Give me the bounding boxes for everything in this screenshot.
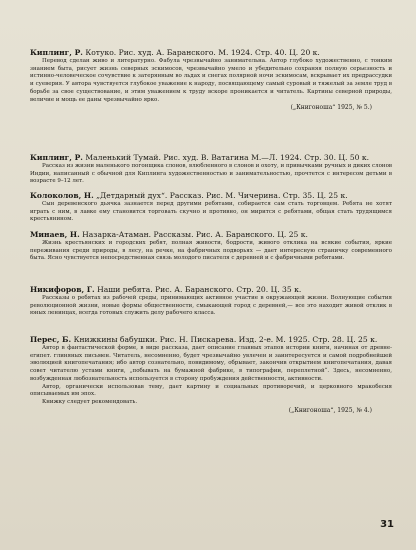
entry-meta: Котуко. Рис. худ. А. Баранского. М. 1924. Стр. 40. Ц. 20 к. bbox=[85, 48, 320, 57]
entry-minaev bbox=[30, 229, 392, 263]
entry-heading bbox=[30, 190, 392, 201]
entry-kipling-kotuko bbox=[30, 47, 392, 112]
entry-meta: „Детдарный дух“. Рассказ. Рис. М. Чичерина. Стр. 35. Ц. 25 к. bbox=[96, 191, 348, 200]
entry-review: Жизнь крестьянских и городских ребят, полная живости, бодрости, живого отклика на всякие события, яркие переживания среди природы, в лесу, на речке, на фабричных подворьях — дает интересную страничку современного быта. Ясно чувствуется непосредственная связь молодого писателя с деревней и с фабричными ребятами. bbox=[30, 240, 392, 262]
entry-review: Перевод сделан живо и литературно. Фабула чрезвычайно занимательна. Автор глубоко художественно, с тонким знанием быта, рисует жизнь северных эскимосов, чрезвычайно умело и убедительно сохраняя полную серьезность и истинно-человеческое сочувствие к затерянным во льдах и снегах полярной ночи эскимосам, вскрывает их предрассудки и суеверия. У автора чувствуется глубокое уважение к народу, посвящающему самый суровый и тяжелый за земле труд в борьбе за свое существование, и этим уважением к труду вскоре проникается и читатель. Картины северной природы, величие и мощь ее даны чрезвычайно ярко. bbox=[30, 58, 392, 103]
entry-meta: Наши ребята. Рис. А. Баранского. Стр. 20. Ц. 35 к. bbox=[97, 285, 302, 294]
entry-review: Рассказы о ребятах из рабочей среды, принимающих активное участие в окружающей жизни. Волнующие события революционной жизни, новые формы общественности, смыкающей город с деревней,— все это находит живой отклик в юных ленинцах, всегда готовых служить делу рабочего класса. bbox=[30, 295, 392, 317]
page-number: 31 bbox=[380, 519, 394, 530]
entry-author: Никифоров, Г. bbox=[30, 285, 95, 294]
entry-author: Киплинг, Р. bbox=[30, 48, 83, 57]
entry-heading bbox=[30, 334, 392, 345]
entry-author: Киплинг, Р. bbox=[30, 153, 83, 162]
entry-review: Автор в фантастической форме, в виде рассказа, дает описание главных этапов истории книги, начиная от древне-египет. глиняных письмен. Читатель, несомненно, будет чрезвычайно увлечен и заинтересуется и самой подробнейшей эволюцией книгопечатания; ибо автор сознательно, повидимому, обрывает, закончив открытием книгопечатания, давая совет читателю устами книги, „побывать на бумажной фабрике, в типографии, переплетной“. Здесь, несомненно, возбужденная любознательность используется в сторону пробуждения действенности, активности. bbox=[30, 345, 392, 382]
entry-review: Сын деревенского дьячка зазнается перед другими ребятами, собирается сам стать торговцем. Ребята не хотят играть с ним, в лавке ему становится торговать скучно и противно, он мирится с ребятами, общая стать трудящимся крестьянином. bbox=[30, 201, 392, 223]
entry-review-continued: Автор, органически использовав тему, дает картину и социальных противоречий, и церковного мракобесия описываемых им эпох. bbox=[30, 383, 392, 398]
entry-peres bbox=[30, 334, 392, 415]
entry-nikiforov bbox=[30, 284, 392, 318]
entry-kolokolov bbox=[30, 190, 392, 224]
entry-kipling-tumai bbox=[30, 152, 392, 186]
entry-heading bbox=[30, 47, 392, 58]
entry-meta: Назарка-Атаман. Рассказы. Рис. А. Баранского. Ц. 25 к. bbox=[82, 230, 308, 239]
entry-heading bbox=[30, 229, 392, 240]
entry-source: („Книгоноша“, 1925, № 4.) bbox=[288, 406, 372, 414]
entry-source: („Книгоноша“ 1925, № 5.) bbox=[290, 104, 372, 112]
entry-meta: Книжкины бабушки. Рис. Н. Пискарева. Изд. 2-е. М. 1925. Стр. 28. Ц. 25 к. bbox=[73, 335, 378, 344]
entry-heading bbox=[30, 152, 392, 163]
entry-heading bbox=[30, 284, 392, 295]
entry-author: Минаев, Н. bbox=[30, 230, 80, 239]
entry-author: Колоколов, Н. bbox=[30, 191, 94, 200]
entry-recommendation: Книжку следует рекомендовать. bbox=[42, 398, 138, 405]
entry-review: Рассказ из жизни маленького погонщика слонов, влюбленного в слонов и охоту, и привычками ручных и диких слонов Индии, написанный с обычной для Киплинга художественностью и занимательностью, прочтется с интересом детьми в возрасте 9–12 лет. bbox=[30, 163, 392, 185]
entry-author: Перес, Б. bbox=[30, 335, 72, 344]
entry-meta: Маленький Тумай. Рис. худ. В. Ватагина М.—Л. 1924. Стр. 30. Ц. 50 к. bbox=[85, 153, 370, 162]
